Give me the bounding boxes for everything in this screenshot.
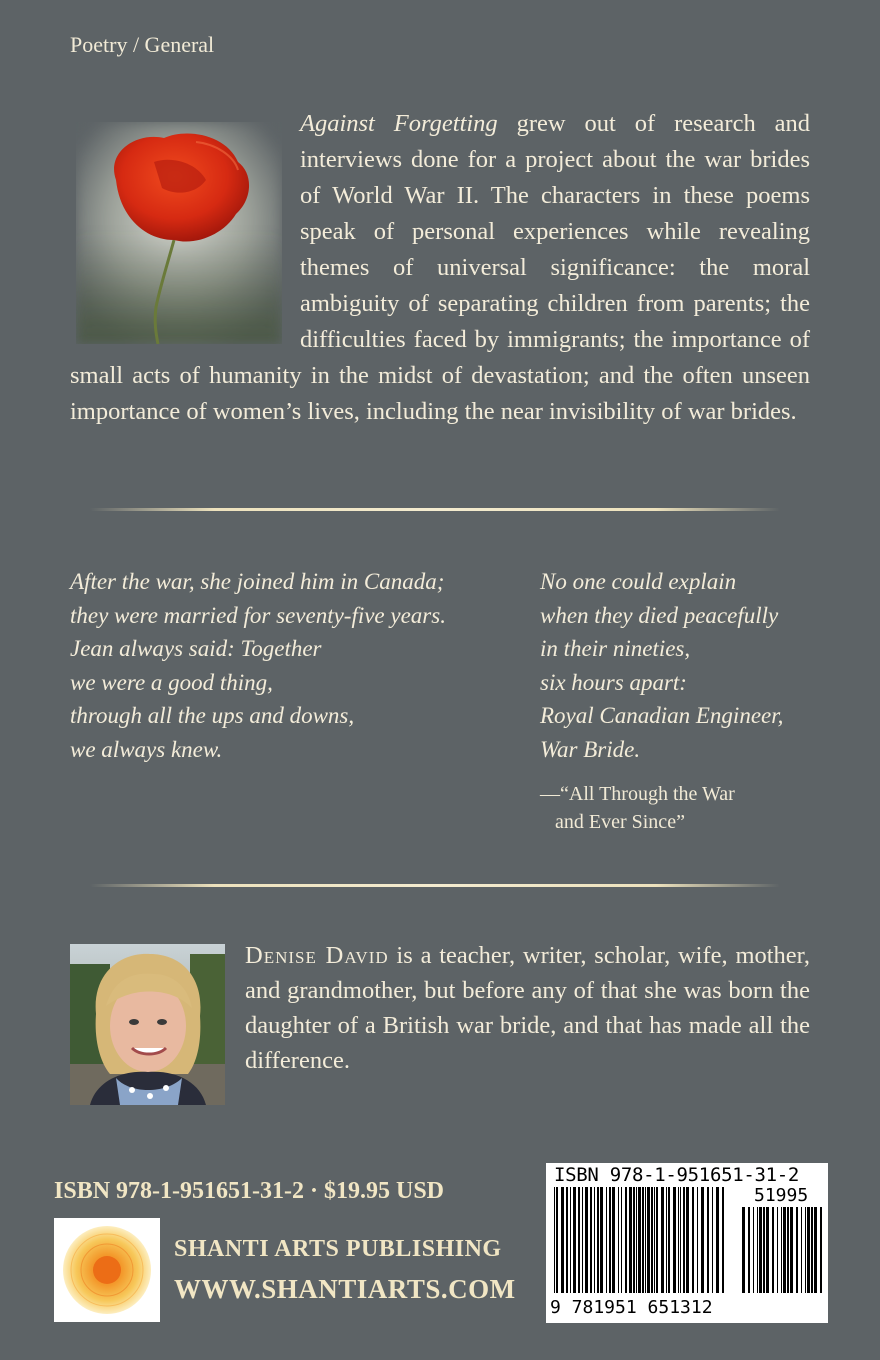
book-title: Against Forgetting bbox=[300, 110, 498, 137]
poem-attribution bbox=[540, 780, 735, 836]
barcode-bar bbox=[573, 1187, 576, 1293]
barcode-bar bbox=[716, 1187, 719, 1293]
poem-line: in their nineties, bbox=[540, 636, 691, 661]
barcode-bar bbox=[701, 1187, 704, 1293]
barcode-bar bbox=[582, 1187, 583, 1293]
poem-line: when they died peacefully bbox=[540, 602, 779, 628]
book-description bbox=[70, 106, 810, 430]
barcode-bar bbox=[612, 1187, 615, 1293]
barcode-bar bbox=[712, 1187, 713, 1293]
barcode-bar bbox=[801, 1207, 802, 1293]
barcode-bar bbox=[766, 1207, 769, 1293]
barcode-bar bbox=[680, 1187, 681, 1293]
category-label: Poetry / General bbox=[70, 32, 215, 57]
poem-line: No one could explain bbox=[540, 569, 737, 594]
barcode-bar bbox=[697, 1187, 698, 1293]
barcode-bar bbox=[570, 1187, 571, 1293]
publisher-url: WWW.SHANTIARTS.COM bbox=[174, 1274, 516, 1304]
barcode-bar bbox=[654, 1187, 655, 1293]
poem-left-column bbox=[70, 565, 446, 766]
poem-line: we always knew. bbox=[70, 736, 223, 762]
barcode-bar bbox=[707, 1187, 709, 1293]
poem-line: After the war, she joined him in Canada; bbox=[70, 569, 445, 594]
barcode-bar bbox=[638, 1187, 641, 1293]
barcode-bar bbox=[692, 1187, 694, 1293]
attribution-line: and Ever Since” bbox=[555, 811, 685, 833]
barcode-bar bbox=[606, 1187, 607, 1293]
barcode-bar bbox=[759, 1207, 762, 1293]
barcode-bar bbox=[594, 1187, 595, 1293]
author-photo bbox=[70, 944, 225, 1105]
poem-line: Royal Canadian Engineer, bbox=[540, 703, 784, 728]
barcode-bar bbox=[673, 1187, 676, 1293]
barcode-bar bbox=[772, 1207, 774, 1293]
barcode-bar bbox=[748, 1207, 750, 1293]
barcode-bar bbox=[578, 1187, 580, 1293]
barcode-bar bbox=[796, 1207, 798, 1293]
barcode-bar bbox=[554, 1187, 555, 1293]
barcode-bar bbox=[636, 1187, 637, 1293]
divider-top bbox=[90, 508, 780, 511]
barcode-bar bbox=[790, 1207, 793, 1293]
barcode-bar bbox=[585, 1187, 588, 1293]
barcode-bar bbox=[807, 1207, 810, 1293]
barcode-digits: 9 781951 651312 bbox=[550, 1297, 713, 1318]
poem-right-column bbox=[540, 565, 783, 766]
barcode-bar bbox=[787, 1207, 789, 1293]
barcode-bar bbox=[811, 1207, 813, 1293]
poem-line: we were a good thing, bbox=[70, 669, 273, 695]
bio-text: is a teacher, writer, scholar, wife, mother, and grandmother, but before any of that she was born the daughter of a British war bride, and that has made all the difference. bbox=[245, 942, 810, 1074]
poem-line: War Bride. bbox=[540, 736, 641, 762]
barcode-bar bbox=[753, 1207, 754, 1293]
barcode-bar bbox=[678, 1187, 679, 1293]
barcode-isbn-text: ISBN 978-1-951651-31-2 bbox=[554, 1164, 800, 1186]
barcode-bar bbox=[647, 1187, 650, 1293]
poem-line: through all the ups and downs, bbox=[70, 703, 355, 728]
barcode-bar bbox=[757, 1207, 758, 1293]
barcode-bar bbox=[820, 1207, 822, 1293]
barcode-bar bbox=[621, 1187, 622, 1293]
poem-line: they were married for seventy-five years. bbox=[70, 602, 446, 628]
barcode-bar bbox=[642, 1187, 644, 1293]
poem-line: Jean always said: Together bbox=[70, 636, 322, 661]
barcode-bar bbox=[600, 1187, 603, 1293]
barcode-bar bbox=[651, 1187, 653, 1293]
barcode-bar bbox=[814, 1207, 817, 1293]
barcode-bar bbox=[645, 1187, 646, 1293]
barcode-bar bbox=[722, 1187, 724, 1293]
barcode-bar bbox=[742, 1207, 745, 1293]
barcode-bar bbox=[597, 1187, 599, 1293]
description-text: grew out of research and interviews done for a project about the war brides of World War II. The characters in these poems speak of personal experiences while revealing themes of universal significance: the moral ambiguity of separating children from parents; the difficulties faced by immigrants; the importance of small acts of humanity in the midst of devastation; and the often unseen importance of women’s lives, including the near invisibility of war brides. bbox=[70, 110, 811, 425]
barcode-bar bbox=[629, 1187, 632, 1293]
barcode-price-code: 51995 bbox=[754, 1185, 809, 1206]
poem-line: six hours apart: bbox=[540, 669, 687, 695]
attribution-line: —“All Through the War bbox=[540, 783, 735, 805]
barcode-bar bbox=[668, 1187, 670, 1293]
sun-logo-icon bbox=[54, 1218, 160, 1322]
barcode-bar bbox=[618, 1187, 619, 1293]
divider-bottom bbox=[90, 884, 780, 887]
barcode-bar bbox=[683, 1187, 685, 1293]
barcode-bar bbox=[556, 1187, 558, 1293]
barcode-bar bbox=[633, 1187, 635, 1293]
barcode-bar bbox=[625, 1187, 627, 1293]
publisher-name: SHANTI ARTS PUBLISHING bbox=[174, 1236, 502, 1262]
barcode-bar bbox=[566, 1187, 568, 1293]
author-name: Denise David bbox=[245, 942, 389, 969]
barcode-bar bbox=[561, 1187, 564, 1293]
barcode-bar bbox=[686, 1187, 689, 1293]
barcode-bar bbox=[781, 1207, 782, 1293]
barcode-bar bbox=[666, 1187, 667, 1293]
barcode-bar bbox=[609, 1187, 611, 1293]
barcode-bar bbox=[805, 1207, 806, 1293]
barcode-bar bbox=[783, 1207, 786, 1293]
isbn-price-line: ISBN 978-1-951651-31-2 · $19.95 USD bbox=[54, 1178, 445, 1204]
barcode bbox=[546, 1163, 828, 1323]
barcode-bar bbox=[777, 1207, 778, 1293]
barcode-bar bbox=[661, 1187, 664, 1293]
barcode-bar bbox=[590, 1187, 592, 1293]
barcode-bar bbox=[656, 1187, 658, 1293]
barcode-bar bbox=[763, 1207, 765, 1293]
author-bio bbox=[245, 938, 810, 1078]
